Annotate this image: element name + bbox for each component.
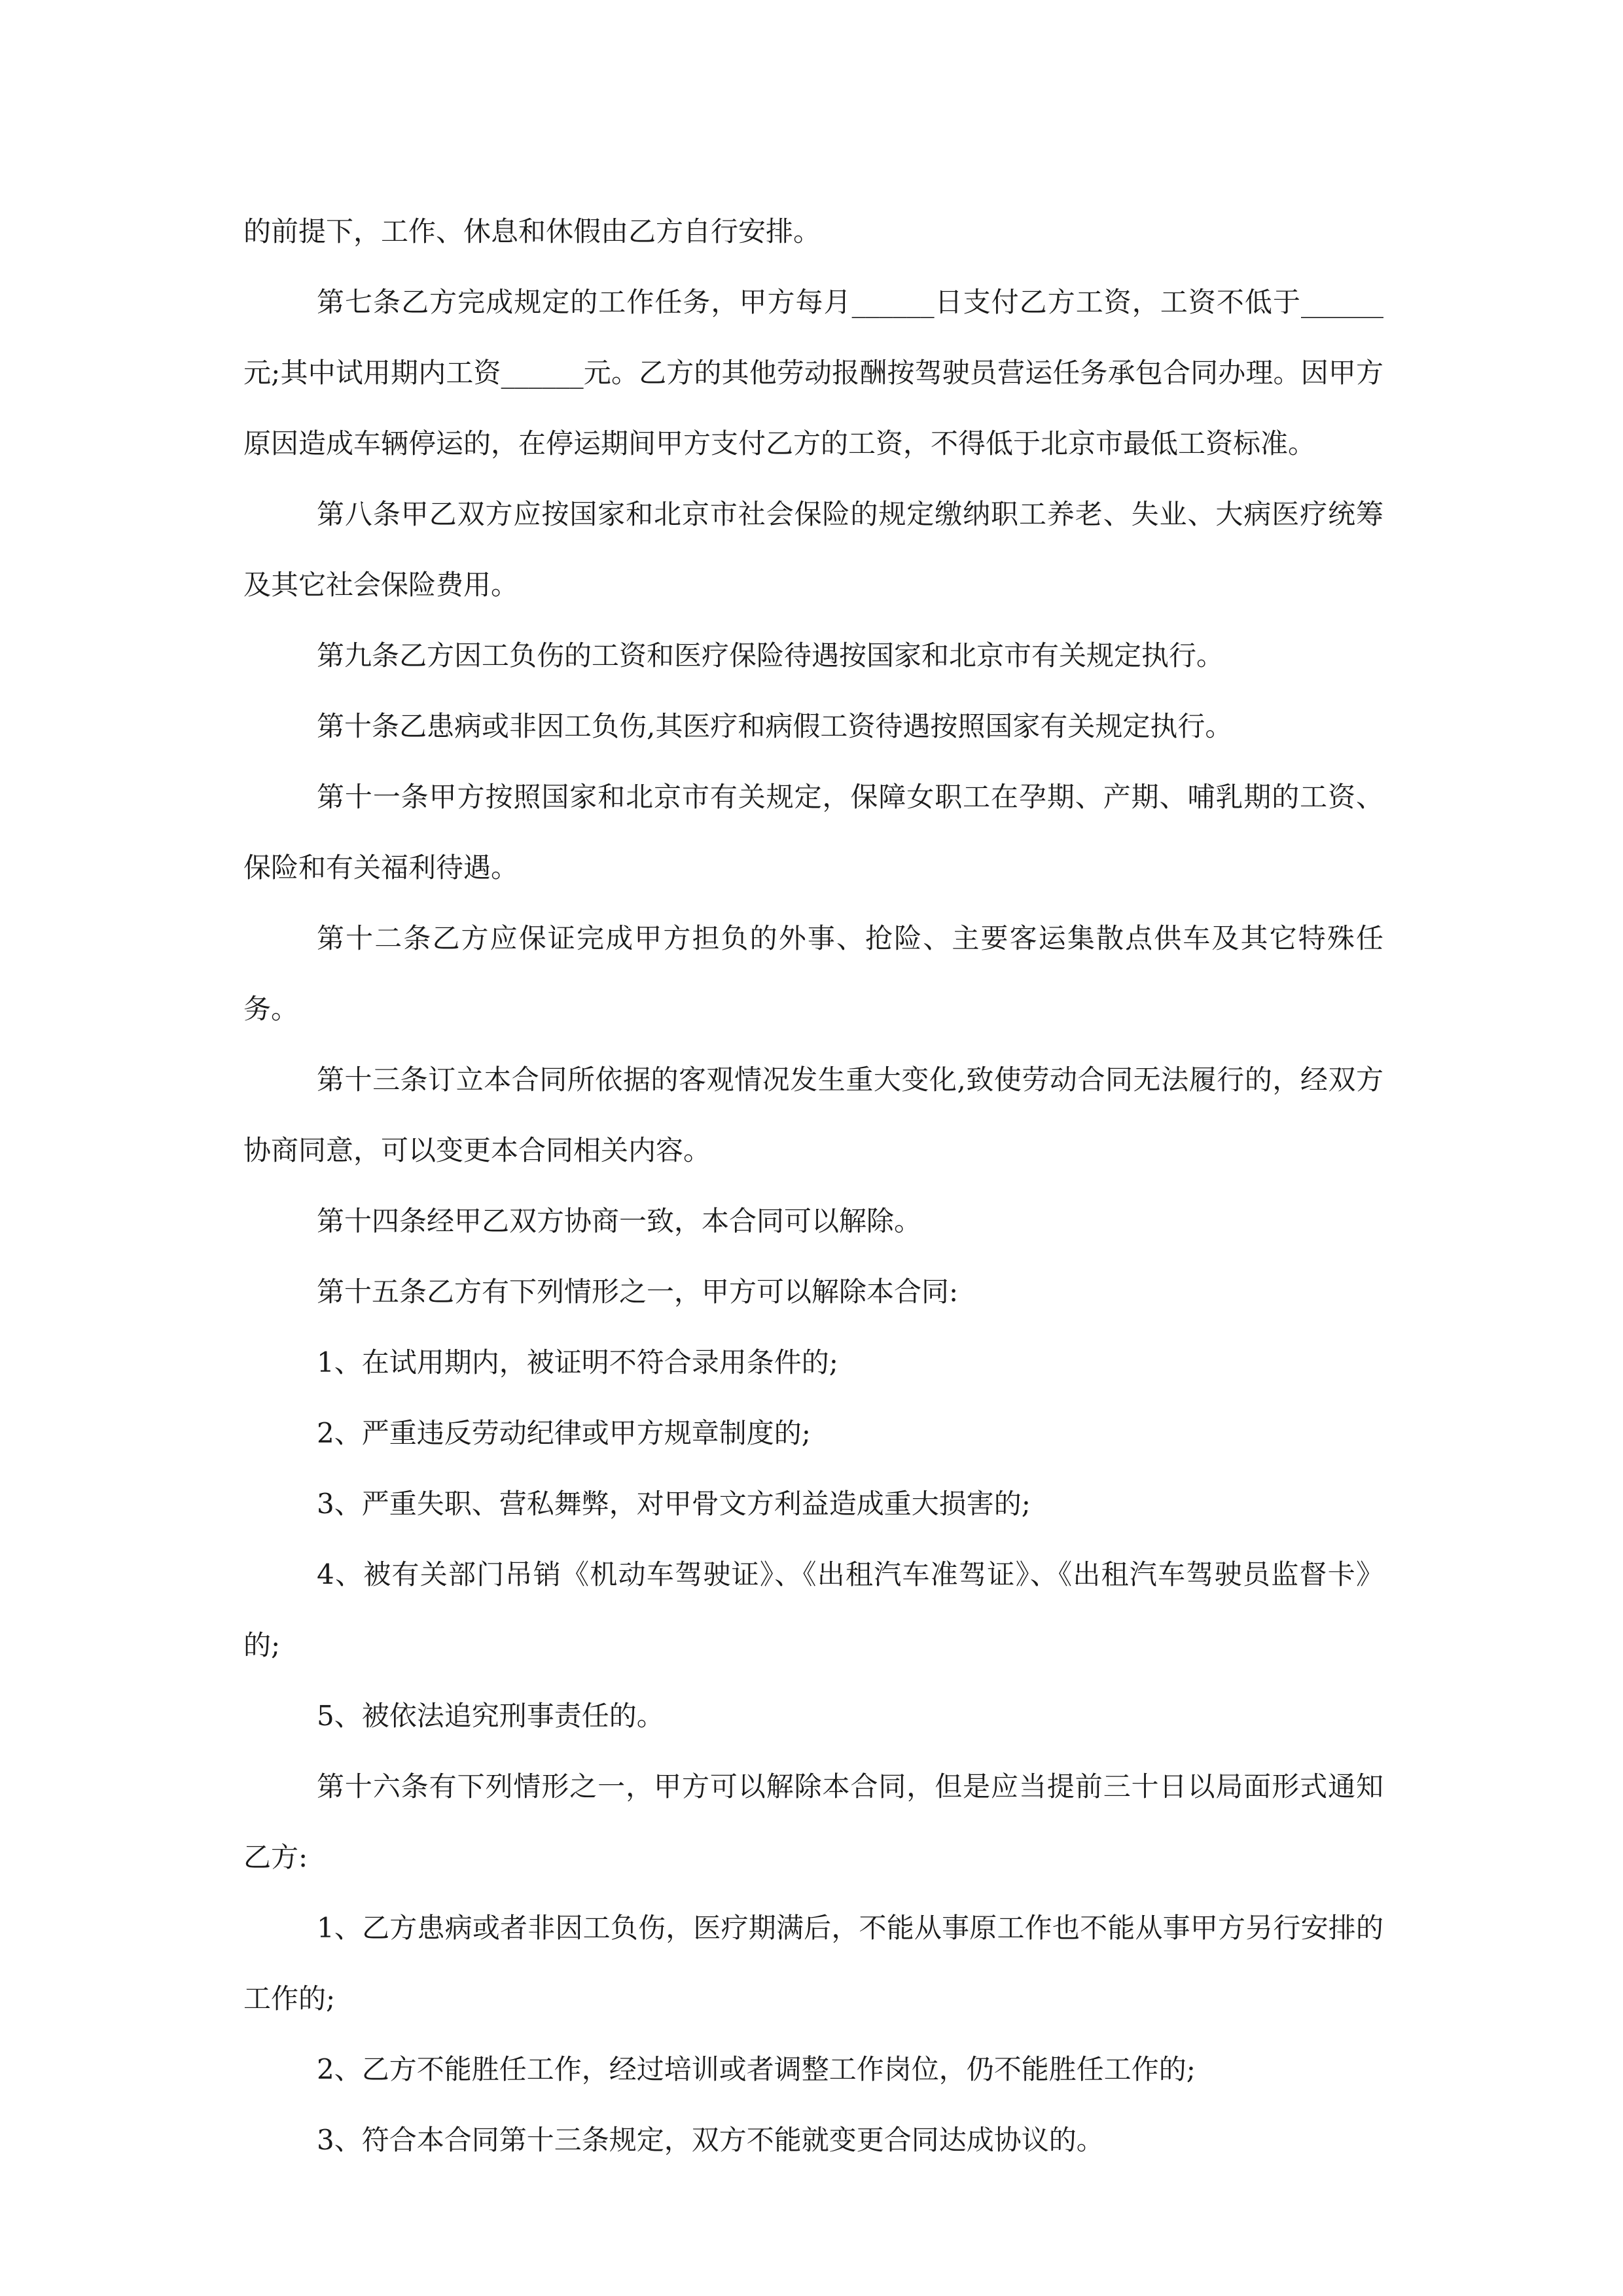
paragraph-article-14: 第十四条经甲乙双方协商一致，本合同可以解除。: [317, 1205, 922, 1237]
paragraph-article-7: 第七条乙方完成规定的工作任务，甲方每月______日支付乙方工资，工资不低于______元;其中试用期内工资______元。乙方的其他劳动报酬按驾驶员营运任务承包合同办理。因甲方原因造成车辆停运的，在停运期间甲方支付乙方的工资，不得低于北京市最低工资标准。: [243, 286, 1383, 459]
document-body: [243, 196, 1383, 2176]
list-item-15-3: 3、严重失职、营私舞弊，对甲骨文方利益造成重大损害的;: [317, 1488, 1031, 1520]
list-item-16-3: 3、符合本合同第十三条规定，双方不能就变更合同达成协议的。: [317, 2124, 1104, 2156]
paragraph-continuation: 的前提下，工作、休息和休假由乙方自行安排。: [243, 215, 821, 247]
list-item-15-4: 4、被有关部门吊销《机动车驾驶证》、《出租汽车准驾证》、《出租汽车驾驶员监督卡》的;: [243, 1558, 1383, 1661]
list-item-15-1: 1、在试用期内，被证明不符合录用条件的;: [317, 1346, 838, 1378]
paragraph-article-12: 第十二条乙方应保证完成甲方担负的外事、抢险、主要客运集散点供车及其它特殊任务。: [243, 922, 1383, 1025]
paragraph-article-10: 第十条乙患病或非因工负伤,其医疗和病假工资待遇按照国家有关规定执行。: [317, 710, 1233, 742]
list-item-16-2: 2、乙方不能胜任工作，经过培训或者调整工作岗位，仍不能胜任工作的;: [317, 2053, 1196, 2085]
paragraph-article-16: 第十六条有下列情形之一，甲方可以解除本合同，但是应当提前三十日以局面形式通知乙方:: [243, 1770, 1383, 1873]
paragraph-article-8: 第八条甲乙双方应按国家和北京市社会保险的规定缴纳职工养老、失业、大病医疗统筹及其它社会保险费用。: [243, 498, 1383, 601]
paragraph-article-13: 第十三条订立本合同所依据的客观情况发生重大变化,致使劳动合同无法履行的，经双方协商同意，可以变更本合同相关内容。: [243, 1064, 1383, 1166]
paragraph-article-9: 第九条乙方因工负伤的工资和医疗保险待遇按国家和北京市有关规定执行。: [317, 639, 1224, 672]
list-item-15-5: 5、被依法追究刑事责任的。: [317, 1700, 664, 1732]
paragraph-article-11: 第十一条甲方按照国家和北京市有关规定，保障女职工在孕期、产期、哺乳期的工资、保险和有关福利待遇。: [243, 781, 1383, 884]
list-item-16-1: 1、乙方患病或者非因工负伤，医疗期满后，不能从事原工作也不能从事甲方另行安排的工作的;: [243, 1912, 1383, 2015]
list-item-15-2: 2、严重违反劳动纪律或甲方规章制度的;: [317, 1417, 811, 1449]
paragraph-article-15: 第十五条乙方有下列情形之一，甲方可以解除本合同:: [317, 1276, 959, 1308]
